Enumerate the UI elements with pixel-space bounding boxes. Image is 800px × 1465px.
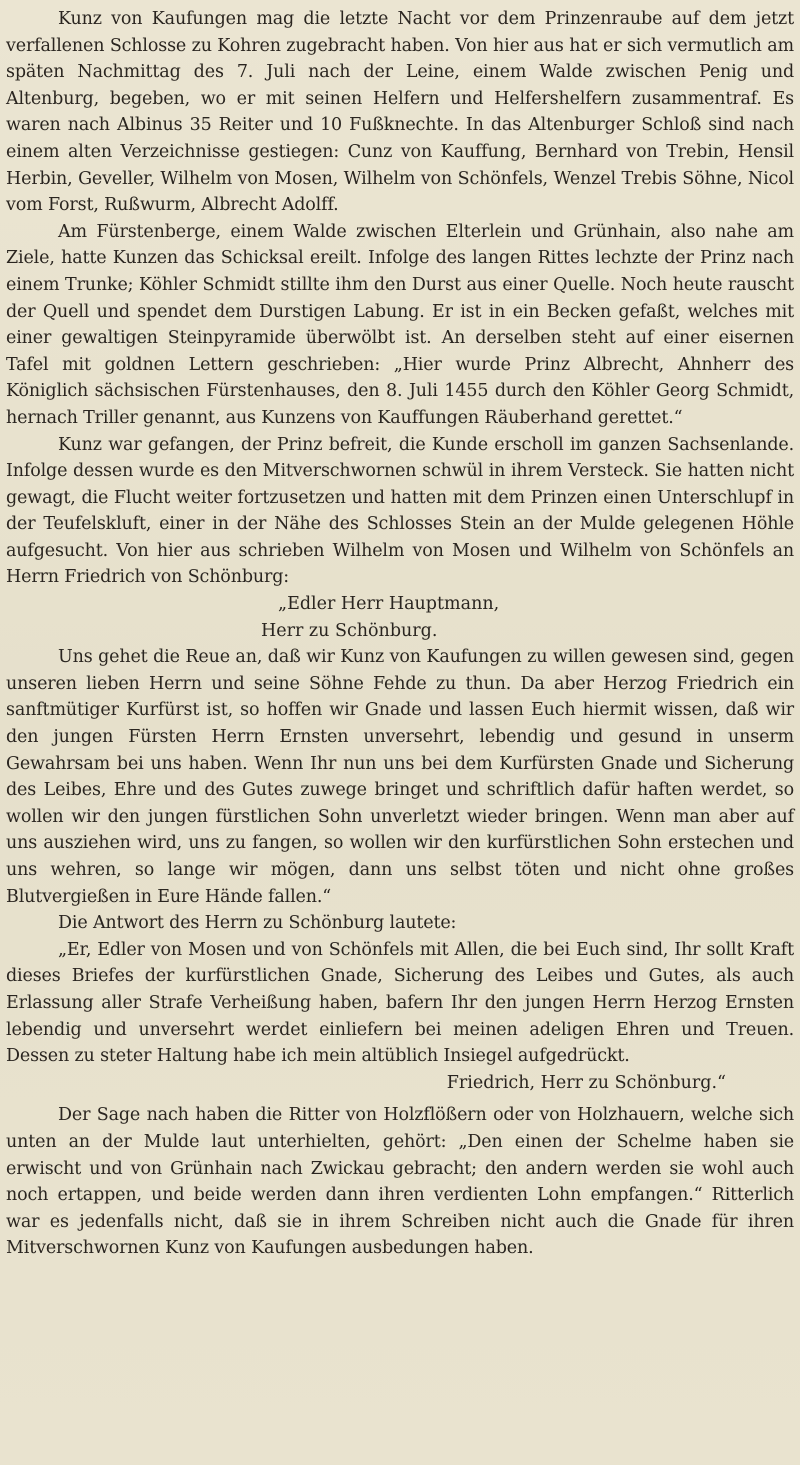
letter-body-mosen-schoenfels: Uns gehet die Reue an, daß wir Kunz von Kaufungen zu willen gewesen sind, gegen unseren lieben Herrn und seine Söhne Fehde zu thun. Da aber Herzog Friedrich ein sanftmütiger Kurfürst ist, so hoffen wir Gnade und lassen Euch hiermit wissen, daß wir den jungen Fürsten Herrn Ernsten unversehrt, lebendig und gesund in unserm Gewahrsam bei uns haben. Wenn Ihr nun uns bei dem Kurfürsten Gnade und Sicherung des Leibes, Ehre und des Gutes zuwege bringet und schriftlich dafür haften werdet, so wollen wir den jungen fürstlichen Sohn unverletzt wieder bringen. Wenn man aber auf uns ausziehen wird, uns zu fangen, so wollen wir den kurfürstlichen Sohn erstechen und uns wehren, so lange wir mögen, dann uns selbst töten und nicht ohne großes Blutvergießen in Eure Hände fallen.“ (6, 647, 794, 907)
reply-letter-body: „Er, Edler von Mosen und von Schönfels mit Allen, die bei Euch sind, Ihr sollt Kraft dieses Briefes der kurfürstlichen Gnade, Sicherung des Leibes und Gutes, als auch Erlassung aller Strafe Verheißung haben, bafern Ihr den jungen Herrn Herzog Ernsten lebendig und unversehrt werdet einliefern bei meinen adeligen Ehren und Treuen. Dessen zu steter Haltung habe ich mein altüblich Insiegel aufgedrückt. (6, 939, 794, 1067)
reply-letter (6, 937, 794, 1097)
paragraph-teufelskluft: Kunz war gefangen, der Prinz befreit, die Kunde erscholl im ganzen Sachsenlande. Infolge dessen wurde es den Mitverschwornen schwül in ihrem Versteck. Sie hatten nicht gewagt, die Flucht weiter fortzusetzen und hatten mit dem Prinzen einen Unterschlupf in der Teufelskluft, einer in der Nähe des Schlosses Stein an der Mulde gelegenen Höhle aufgesucht. Von hier aus schrieben Wilhelm von Mosen und Wilhelm von Schönfels an Herrn Friedrich von Schönburg: (6, 434, 794, 588)
letter-salutation-line2: Herr zu Schönburg. (261, 620, 438, 641)
letter-salutation-line1: „Edler Herr Hauptmann, (278, 594, 500, 615)
paragraph-fuerstenberg: Am Fürstenberge, einem Walde zwischen Elterlein und Grünhain, also nahe am Ziele, hatte Kunzen das Schicksal ereilt. Infolge des langen Rittes lechzte der Prinz nach einem Trunke; Köhler Schmidt stillte ihm den Durst aus einer Quelle. Noch heute rauscht der Quell und spendet dem Durstigen Labung. Er ist in ein Becken gefaßt, welches mit einer gewaltigen Steinpyramide überwölbt ist. An derselben steht auf einer eisernen Tafel mit goldnen Lettern geschrieben: „Hier wurde Prinz Albrecht, Ahnherr des Königlich sächsischen Fürstenhauses, den 8. Juli 1455 durch den Köhler Georg Schmidt, hernach Triller genannt, aus Kunzens von Kauffungen Räuberhand gerettet.“ (6, 221, 794, 428)
reply-letter-signature: Friedrich, Herr zu Schönburg.“ (446, 1072, 726, 1093)
paragraph-kohren: Kunz von Kaufungen mag die letzte Nacht vor dem Prinzenraube auf dem jetzt verfallenen Schlosse zu Kohren zugebracht haben. Von hier aus hat er sich vermutlich am späten Nachmittag des 7. Juli nach der Leine, einem Walde zwischen Penig und Altenburg, begeben, wo er mit seinen Helfern und Helfershelfern zusammentraf. Es waren nach Albinus 35 Reiter und 10 Fußknechte. In das Altenburger Schloß sind nach einem alten Verzeichnisse gestiegen: Cunz von Kauffung, Bernhard von Trebin, Hensil Herbin, Geveller, Wilhelm von Mosen, Wilhelm von Schönfels, Wenzel Trebis Söhne, Nicol vom Forst, Rußwurm, Albrecht Adolff. (6, 9, 794, 216)
paragraph-answer-intro: Die Antwort des Herrn zu Schönburg lautete: (58, 913, 457, 934)
paragraph-sage: Der Sage nach haben die Ritter von Holzflößern oder von Holzhauern, welche sich unten an der Mulde laut unterhielten, gehört: „Den einen der Schelme haben sie erwischt und von Grünhain nach Zwickau gebracht; den andern werden sie wohl auch noch ertappen, und beide werden dann ihren verdienten Lohn empfangen.“ Ritterlich war es jedenfalls nicht, daß sie in ihrem Schreiben nicht auch die Gnade für ihren Mitverschwornen Kunz von Kaufungen ausbedungen haben. (6, 1105, 794, 1259)
